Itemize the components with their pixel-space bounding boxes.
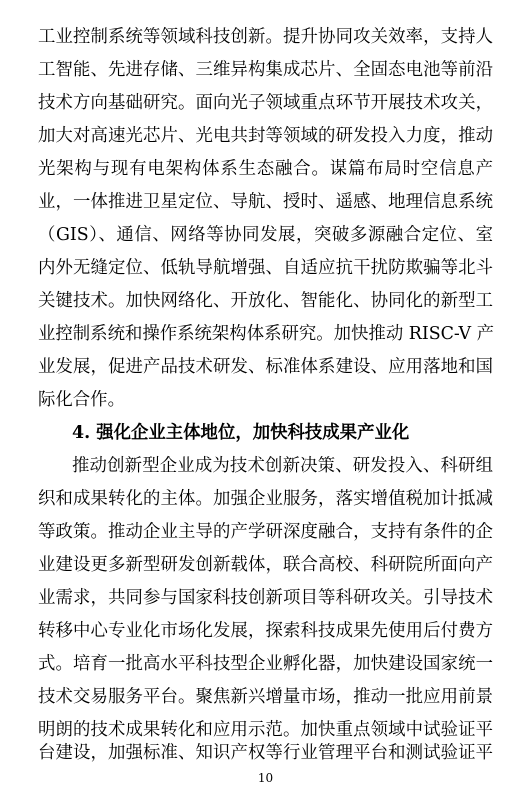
- paragraph-line: 转移中心专业化市场化发展，探索科技成果先使用后付费方: [38, 621, 493, 641]
- paragraph-line: 等政策。推动企业主导的产学研深度融合，支持有条件的企: [38, 522, 493, 542]
- paragraph-line: 光架构与现有电架构体系生态融合。谋篇布局时空信息产: [38, 159, 493, 179]
- paragraph-line: 技术交易服务平台。聚焦新兴增量市场，推动一批应用前景: [38, 687, 493, 707]
- paragraph-line: 技术方向基础研究。面向光子领域重点环节开展技术攻关，: [38, 93, 493, 113]
- paragraph-line: 织和成果转化的主体。加强企业服务，落实增值税加计抵减: [38, 489, 493, 509]
- paragraph-line: 业需求，共同参与国家科技创新项目等科研攻关。引导技术: [38, 588, 493, 608]
- paragraph-line: 关键技术。加快网络化、开放化、智能化、协同化的新型工: [38, 291, 493, 311]
- paragraph-line: 加大对高速光芯片、光电共封等领域的研发投入力度，推动: [38, 126, 493, 146]
- paragraph-line: 工智能、先进存储、三维异构集成芯片、全固态电池等前沿: [38, 60, 493, 80]
- paragraph-line: 台建设，加强标准、知识产权等行业管理平台和测试验证平: [38, 743, 493, 763]
- paragraph-line: 业，一体推进卫星定位、导航、授时、遥感、地理信息系统: [38, 192, 493, 212]
- paragraph-line: 际化合作。: [38, 390, 125, 410]
- paragraph-line: 内外无缝定位、低轨导航增强、自适应抗干扰防欺骗等北斗: [38, 258, 493, 278]
- paragraph-line: 业发展，促进产品技术研发、标准体系建设、应用落地和国: [38, 357, 493, 377]
- paragraph-line: 推动创新型企业成为技术创新决策、研发投入、科研组: [72, 456, 493, 476]
- paragraph-line: 业控制系统和操作系统架构体系研究。加快推动 RISC-V 产: [38, 324, 495, 344]
- page-number: 10: [257, 771, 274, 785]
- paragraph-line: 业建设更多新型研发创新载体，联合高校、科研院所面向产: [38, 555, 493, 575]
- paragraph-line: 明朗的技术成果转化和应用示范。加快重点领域中试验证平: [38, 720, 493, 740]
- paragraph-line: （GIS）、通信、网络等协同发展，突破多源融合定位、室: [38, 225, 493, 245]
- section-heading: 4. 强化企业主体地位，加快科技成果产业化: [72, 423, 410, 443]
- paragraph-line: 工业控制系统等领域科技创新。提升协同攻关效率，支持人: [38, 27, 493, 47]
- paragraph-line: 式。培育一批高水平科技型企业孵化器，加快建设国家统一: [38, 654, 493, 674]
